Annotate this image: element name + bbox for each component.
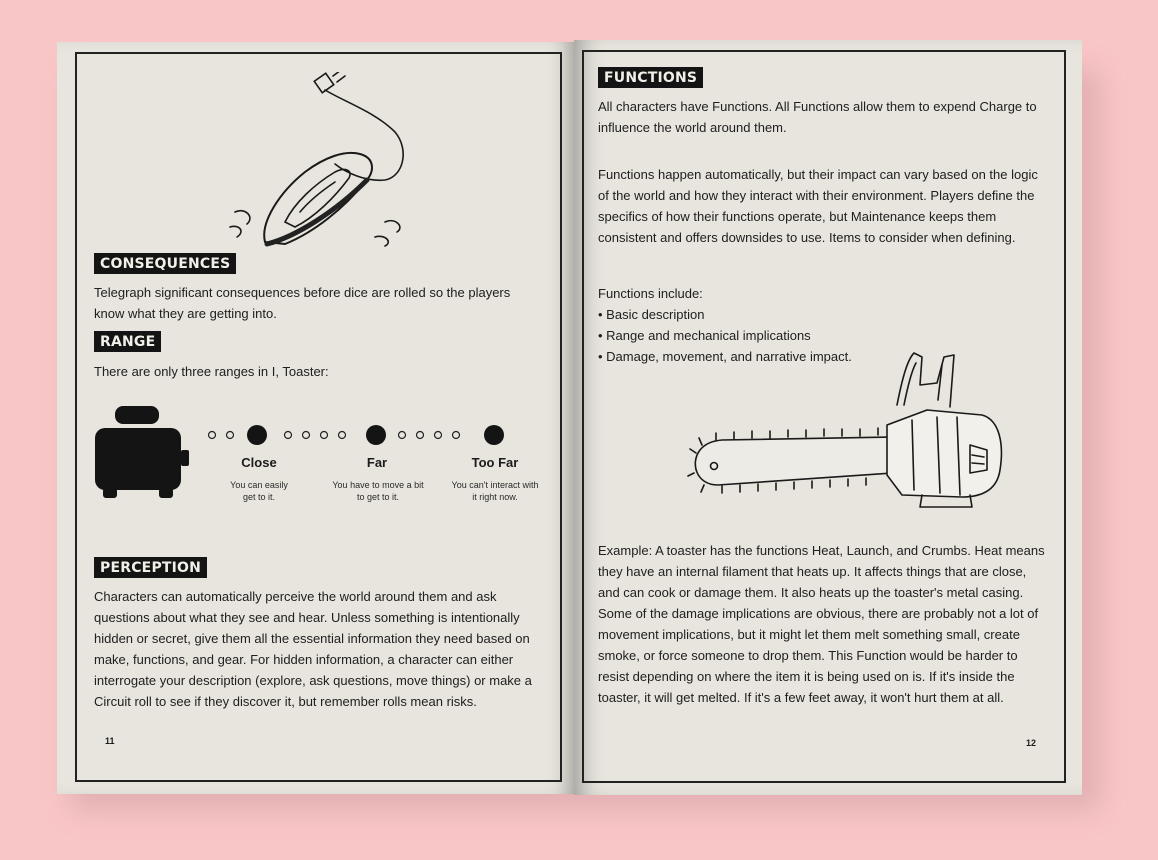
right-page <box>574 40 1082 795</box>
range-dot <box>417 432 424 439</box>
list-item: • Range and mechanical implications <box>598 325 918 346</box>
range-desc-close: You can easily get to it. <box>230 480 288 502</box>
list-item: • Basic description <box>598 304 918 325</box>
range-desc-far: You have to move a bit to get to it. <box>332 480 424 502</box>
page-number-right: 12 <box>1026 738 1037 748</box>
range-heading: RANGE <box>94 331 161 352</box>
list-item: • Damage, movement, and narrative impact. <box>598 346 918 367</box>
range-dot <box>227 432 234 439</box>
range-dot <box>399 432 406 439</box>
range-label-far: Far <box>366 455 388 470</box>
range-marker-too-far <box>484 425 504 445</box>
perception-text: Characters can automatically perceive the world around them and ask questions about what they see and hear. Unless something is intentionally hidden or secret, give them all the essential information they need based on make, functions, and gear. For hidden information, a character can either interrogate your description (explore, ask questions, move things) or make a Circuit roll to see if they discover it, but remember rolls mean risks. <box>94 589 532 709</box>
range-dot <box>285 432 292 439</box>
perception-heading: PERCEPTION <box>94 557 207 578</box>
chainsaw-icon <box>682 345 1022 515</box>
functions-list-intro: Functions include: <box>598 286 703 301</box>
consequences-text: Telegraph significant consequences before dice are rolled so the players know what they are getting into. <box>94 285 511 321</box>
range-marker-far <box>366 425 386 445</box>
range-dot <box>435 432 442 439</box>
functions-example: Example: A toaster has the functions Heat, Launch, and Crumbs. Heat means they have an internal filament that heats up. It affects things that are close, and can cook or damage them. It also heats up the toaster's metal casing. Some of the damage implications are obvious, there are probably not a lot of movement implications, but it might let them melt something small, create smoke, or force someone to drop them. This Function would be harder to resist depending on where the item it is being used on is. If it's inside the toaster, it will get melted. If it's a few feet away, it won't hurt them at all. <box>598 543 1045 705</box>
clothes-iron-icon <box>225 72 415 252</box>
left-page <box>57 42 574 794</box>
range-desc-too-far: You can't interact with it right now. <box>451 480 539 502</box>
functions-paragraph-2: Functions happen automatically, but their impact can vary based on the logic of the world and how they interact with their environment. Players define the specifics of how their functions operate, but Maintenance keeps them consistent and offers downsides to use. Items to consider when defining. <box>598 167 1038 245</box>
page-number-left: 11 <box>105 736 115 746</box>
range-dot <box>209 432 216 439</box>
range-dot <box>339 432 346 439</box>
range-intro: There are only three ranges in I, Toaster: <box>94 364 329 379</box>
functions-intro: All characters have Functions. All Functions allow them to expend Charge to influence the world around them. <box>598 99 1037 135</box>
toaster-icon <box>93 404 193 500</box>
range-label-close: Close <box>241 455 277 470</box>
range-dot <box>453 432 460 439</box>
consequences-heading: CONSEQUENCES <box>94 253 236 274</box>
range-dot <box>321 432 328 439</box>
range-marker-close <box>247 425 267 445</box>
range-label-too-far: Too Far <box>471 455 519 470</box>
range-track <box>202 420 512 450</box>
range-dot <box>303 432 310 439</box>
functions-heading: FUNCTIONS <box>598 67 703 88</box>
